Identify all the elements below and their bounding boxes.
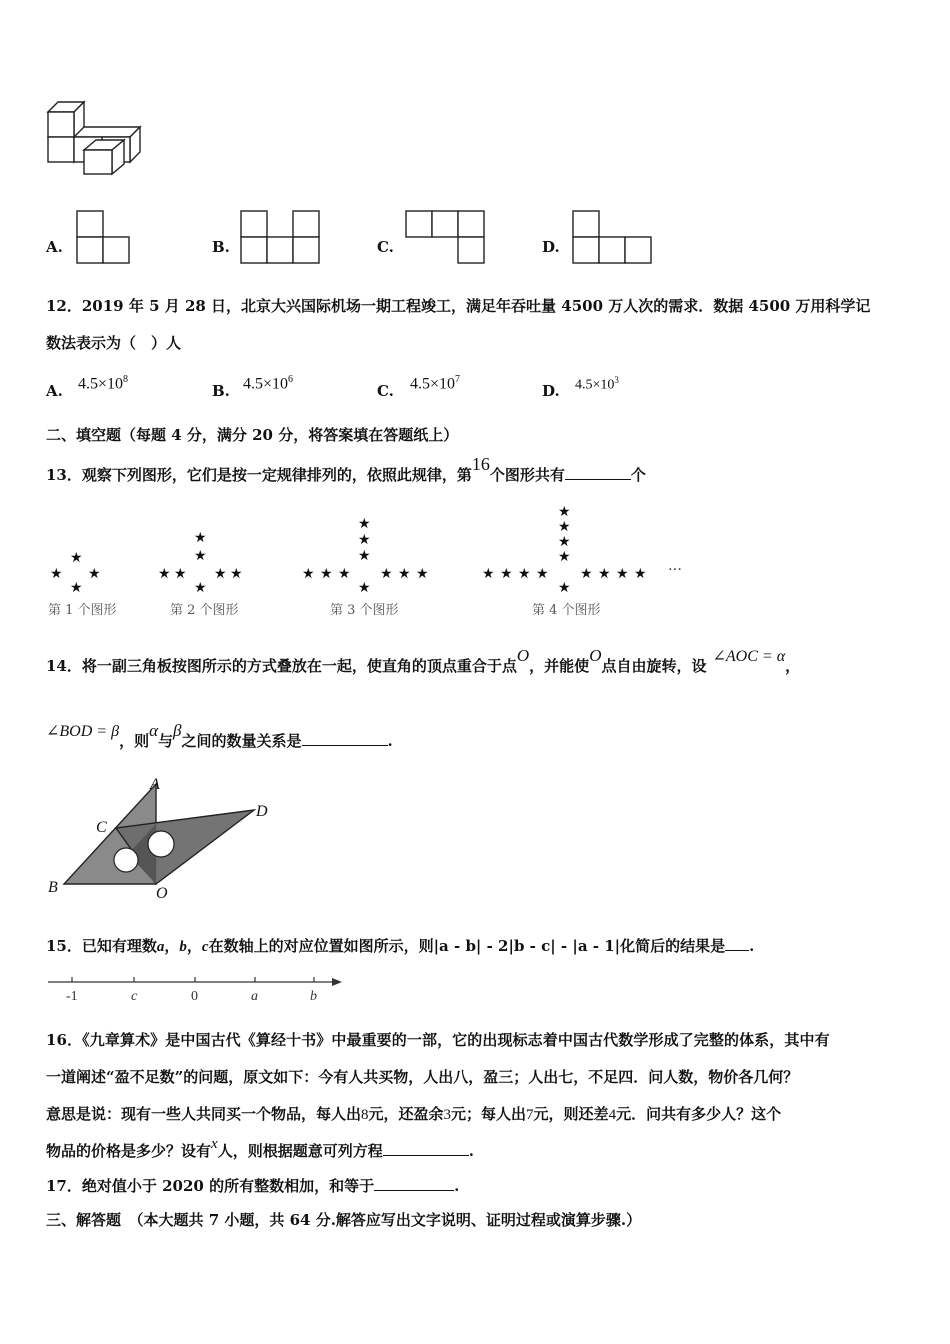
q13-figure-4: [482, 504, 647, 596]
svg-text:★: ★: [358, 516, 371, 532]
q14-label-o: O: [156, 885, 168, 902]
svg-text:★: ★: [174, 566, 187, 582]
svg-text:★: ★: [416, 566, 429, 582]
q12-option-b-value: $4.5\times 10^6$: [243, 374, 294, 393]
q13-figure-2: [158, 530, 243, 596]
q12-option-a-value: $4.5\times 10^8$: [78, 374, 129, 393]
q12-option-b-label: B.: [212, 382, 230, 400]
svg-text:★: ★: [558, 519, 571, 535]
q11-option-c-figure: [405, 210, 487, 266]
q16-line4: 物品的价格是多少？设有x人，则根据题意可列方程 .: [46, 1136, 474, 1160]
svg-text:★: ★: [214, 566, 227, 582]
q15-question: 15．已知有理数a，b，c在数轴上的对应位置如图所示，则|a - b| - 2|b - c| - |a - 1|化简后的结果是 .: [46, 937, 755, 955]
q12-option-d-label: D.: [542, 382, 560, 400]
q11-option-b-label: B.: [212, 238, 230, 256]
section2-title: 二、填空题（每题 4 分，满分 20 分，将答案填在答题纸上）: [46, 426, 459, 444]
svg-text:★: ★: [482, 566, 495, 582]
q14-label-b: B: [48, 879, 58, 896]
svg-text:★: ★: [558, 580, 571, 596]
q13-question: 13．观察下列图形，它们是按一定规律排列的，依照此规律，第16个图形共有 个: [46, 454, 646, 484]
svg-text:★: ★: [580, 566, 593, 582]
svg-text:★: ★: [194, 548, 207, 564]
q16-line2: 一道阐述“盈不足数”的问题，原文如下：今有人共买物，人出八，盈三；人出七，不足四．问人数，物价各几何？: [46, 1068, 799, 1086]
q15-axis-label-0: 0: [191, 989, 198, 1004]
svg-text:★: ★: [70, 580, 83, 596]
q13-caption-4: 第 4 个图形: [532, 603, 601, 618]
q15-axis-label-b: b: [310, 989, 317, 1004]
q14-question-line1: 14．将一副三角板按图所示的方式叠放在一起，使直角的顶点重合于点O，并能使O点自由旋转，设∠AOC = α，: [46, 646, 801, 675]
svg-text:★: ★: [70, 550, 83, 566]
svg-text:★: ★: [616, 566, 629, 582]
svg-text:★: ★: [230, 566, 243, 582]
svg-text:★: ★: [358, 532, 371, 548]
svg-text:★: ★: [500, 566, 513, 582]
q15-number-line: [48, 972, 348, 1006]
q13-figure-3: [302, 516, 429, 596]
q13-figure-1: [50, 550, 101, 596]
q13-star-figures: [40, 500, 760, 622]
q13-ellipsis: …: [668, 558, 682, 574]
section3-title: 三、解答题 （本大题共 7 小题，共 64 分.解答应写出文字说明、证明过程或演算步骤.）: [46, 1211, 642, 1229]
svg-text:★: ★: [194, 580, 207, 596]
q15-axis-label-a: a: [251, 989, 258, 1004]
q12-question-line1: 12．2019 年 5 月 28 日，北京大兴国际机场一期工程竣工，满足年吞吐量 4500 万人次的需求．数据 4500 万用科学记: [46, 297, 871, 315]
q13-caption-3: 第 3 个图形: [330, 603, 399, 618]
svg-text:★: ★: [358, 580, 371, 596]
q14-triangle-figure: [44, 772, 284, 902]
q11-option-c-label: C.: [377, 238, 394, 256]
q12-question-line2: 数法表示为（ ）人: [46, 334, 182, 352]
q11-option-d-figure: [572, 210, 654, 266]
svg-text:★: ★: [558, 504, 571, 520]
q13-caption-1: 第 1 个图形: [48, 603, 117, 618]
q12-option-c-label: C.: [377, 382, 394, 400]
svg-text:★: ★: [398, 566, 411, 582]
svg-text:★: ★: [598, 566, 611, 582]
svg-text:★: ★: [320, 566, 333, 582]
q14-label-c: C: [96, 819, 107, 836]
q14-question-line2: ∠BOD = β，则α与β之间的数量关系是 .: [46, 721, 393, 750]
svg-text:★: ★: [50, 566, 63, 582]
svg-text:★: ★: [380, 566, 393, 582]
q11-option-b-figure: [240, 210, 322, 266]
svg-text:★: ★: [194, 530, 207, 546]
q15-axis-label-c: c: [131, 989, 138, 1004]
svg-text:★: ★: [518, 566, 531, 582]
q12-option-a-label: A.: [46, 382, 63, 400]
q12-option-c-value: $4.5\times 10^7$: [410, 374, 461, 393]
q16-line1: 16．《九章算术》是中国古代《算经十书》中最重要的一部，它的出现标志着中国古代数学形成了完整的体系，其中有: [46, 1031, 830, 1049]
svg-text:★: ★: [302, 566, 315, 582]
q15-axis-label-minus1: -1: [66, 989, 78, 1004]
q11-option-a-label: A.: [46, 238, 63, 256]
svg-text:★: ★: [88, 566, 101, 582]
q14-label-d: D: [256, 803, 268, 820]
q11-option-a-figure: [76, 210, 132, 266]
q11-solid-figure: [44, 98, 144, 178]
q14-label-a: A: [150, 776, 160, 793]
q12-option-d-value: $4.5\times 10^3$: [575, 375, 619, 393]
svg-text:★: ★: [536, 566, 549, 582]
q17-question: 17．绝对值小于 2020 的所有整数相加，和等于 .: [46, 1177, 460, 1195]
svg-text:★: ★: [634, 566, 647, 582]
q16-line3: 意思是说：现有一些人共同买一个物品，每人出8元，还盈余3元；每人出7元，则还差4元．问共有多少人？这个: [46, 1105, 782, 1123]
svg-text:★: ★: [558, 534, 571, 550]
svg-text:★: ★: [558, 549, 571, 565]
svg-text:★: ★: [338, 566, 351, 582]
q11-option-d-label: D.: [542, 238, 560, 256]
q13-caption-2: 第 2 个图形: [170, 603, 239, 618]
svg-text:★: ★: [158, 566, 171, 582]
svg-text:★: ★: [358, 548, 371, 564]
